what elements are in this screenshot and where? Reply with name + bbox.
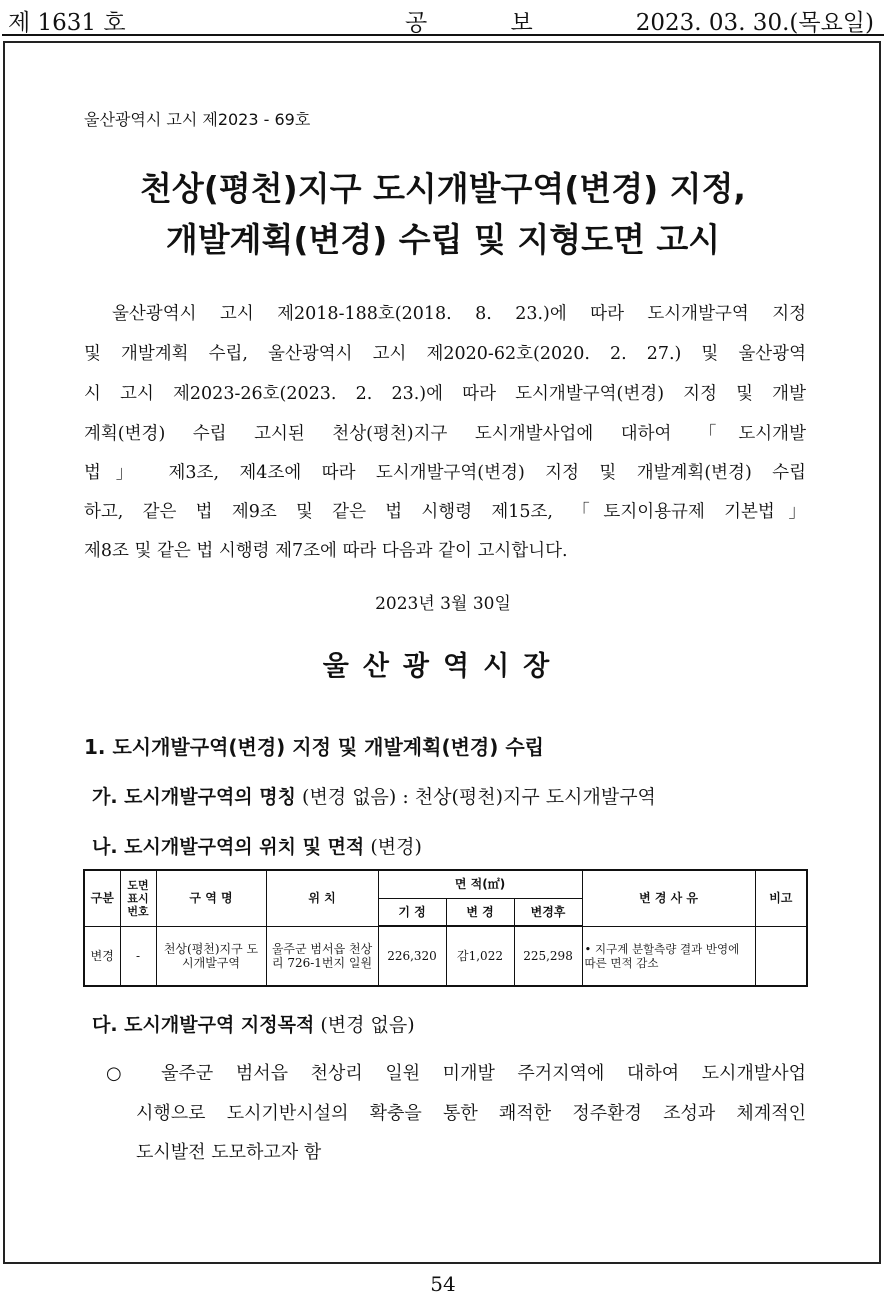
- title-line-1: 천상(평천)지구 도시개발구역(변경) 지정,: [140, 169, 746, 208]
- header-reason: 변 경 사 유: [582, 870, 755, 926]
- cell-reason: • 지구계 분할측량 결과 반영에 따른 면적 감소: [582, 926, 755, 986]
- cell-category: 변경: [84, 926, 120, 986]
- section-1-heading: 1. 도시개발구역(변경) 지정 및 개발계획(변경) 수립: [84, 735, 544, 759]
- cell-change: 감1,022: [446, 926, 514, 986]
- body-line: 시 고시 제2023-26호(2023. 2. 23.)에 따라 도시개발구역(변경) 지정 및 개발: [84, 384, 806, 404]
- issue-number: 제 1631 호: [8, 10, 126, 36]
- subsection-b-detail: (변경): [364, 836, 422, 858]
- cell-zone-name: 천상(평천)지구 도시개발구역: [156, 926, 266, 986]
- body-line: 및 개발계획 수립, 울산광역시 고시 제2020-62호(2020. 2. 27.) 및 울산광역: [84, 344, 806, 364]
- subsection-c-detail: (변경 없음): [314, 1014, 415, 1036]
- issuer-name: 울산광역시장: [322, 651, 564, 682]
- cell-after: 225,298: [514, 926, 582, 986]
- header-rule: [2, 34, 884, 36]
- title-line-2: 개발계획(변경) 수립 및 지형도면 고시: [165, 220, 721, 259]
- header-zone-name: 구 역 명: [156, 870, 266, 926]
- issue-date: 2023. 03. 30.(목요일): [635, 10, 874, 36]
- page-header: [0, 0, 886, 40]
- body-line: 울산광역시 고시 제2018-188호(2018. 8. 23.)에 따라 도시개발구역 지정: [112, 304, 806, 324]
- cell-map-no: -: [120, 926, 156, 986]
- header-existing: 기 정: [378, 898, 446, 926]
- notice-number: 울산광역시 고시 제2023 - 69호: [84, 110, 311, 129]
- notice-date: 2023년 3월 30일: [375, 594, 511, 614]
- body-line: 제8조 및 같은 법 시행령 제7조에 따라 다음과 같이 고시합니다.: [84, 541, 568, 561]
- zone-area-table: [83, 869, 808, 987]
- header-area: 면 적(㎡): [378, 870, 582, 898]
- subsection-b: [92, 832, 422, 859]
- subsection-c-heading: 다. 도시개발구역 지정목적: [92, 1014, 315, 1036]
- purpose-line: ○ 울주군 범서읍 천상리 일원 미개발 주거지역에 대하여 도시개발사업: [106, 1063, 806, 1084]
- header-map-no: 도면 표시 번호: [120, 870, 156, 926]
- header-location: 위 치: [266, 870, 378, 926]
- cell-note: [755, 926, 807, 986]
- cell-existing: 226,320: [378, 926, 446, 986]
- subsection-a: [92, 782, 656, 809]
- subsection-c: [92, 1010, 415, 1037]
- page-number: 54: [430, 1272, 456, 1296]
- purpose-line: 시행으로 도시기반시설의 확충을 통한 쾌적한 정주환경 조성과 체계적인: [136, 1103, 806, 1124]
- header-after: 변경후: [514, 898, 582, 926]
- header-category: 구분: [84, 870, 120, 926]
- subsection-b-heading: 나. 도시개발구역의 위치 및 면적: [92, 836, 365, 858]
- table-row: [84, 926, 807, 986]
- body-line: 법」 제3조, 제4조에 따라 도시개발구역(변경) 지정 및 개발계획(변경) 수립: [84, 463, 806, 483]
- subsection-a-heading: 가. 도시개발구역의 명칭: [92, 786, 296, 808]
- cell-location: 울주군 범서읍 천상리 726-1번지 일원: [266, 926, 378, 986]
- subsection-a-detail: (변경 없음) : 천상(평천)지구 도시개발구역: [296, 786, 656, 808]
- gazette-label: 공 보: [405, 10, 571, 36]
- body-line: 하고, 같은 법 제9조 및 같은 법 시행령 제15조, 「토지이용규제 기본법」: [84, 502, 806, 522]
- header-change: 변 경: [446, 898, 514, 926]
- header-note: 비고: [755, 870, 807, 926]
- purpose-line: 도시발전 도모하고자 함: [136, 1142, 322, 1163]
- body-line: 계획(변경) 수립 고시된 천상(평천)지구 도시개발사업에 대하여 「도시개발: [84, 424, 806, 444]
